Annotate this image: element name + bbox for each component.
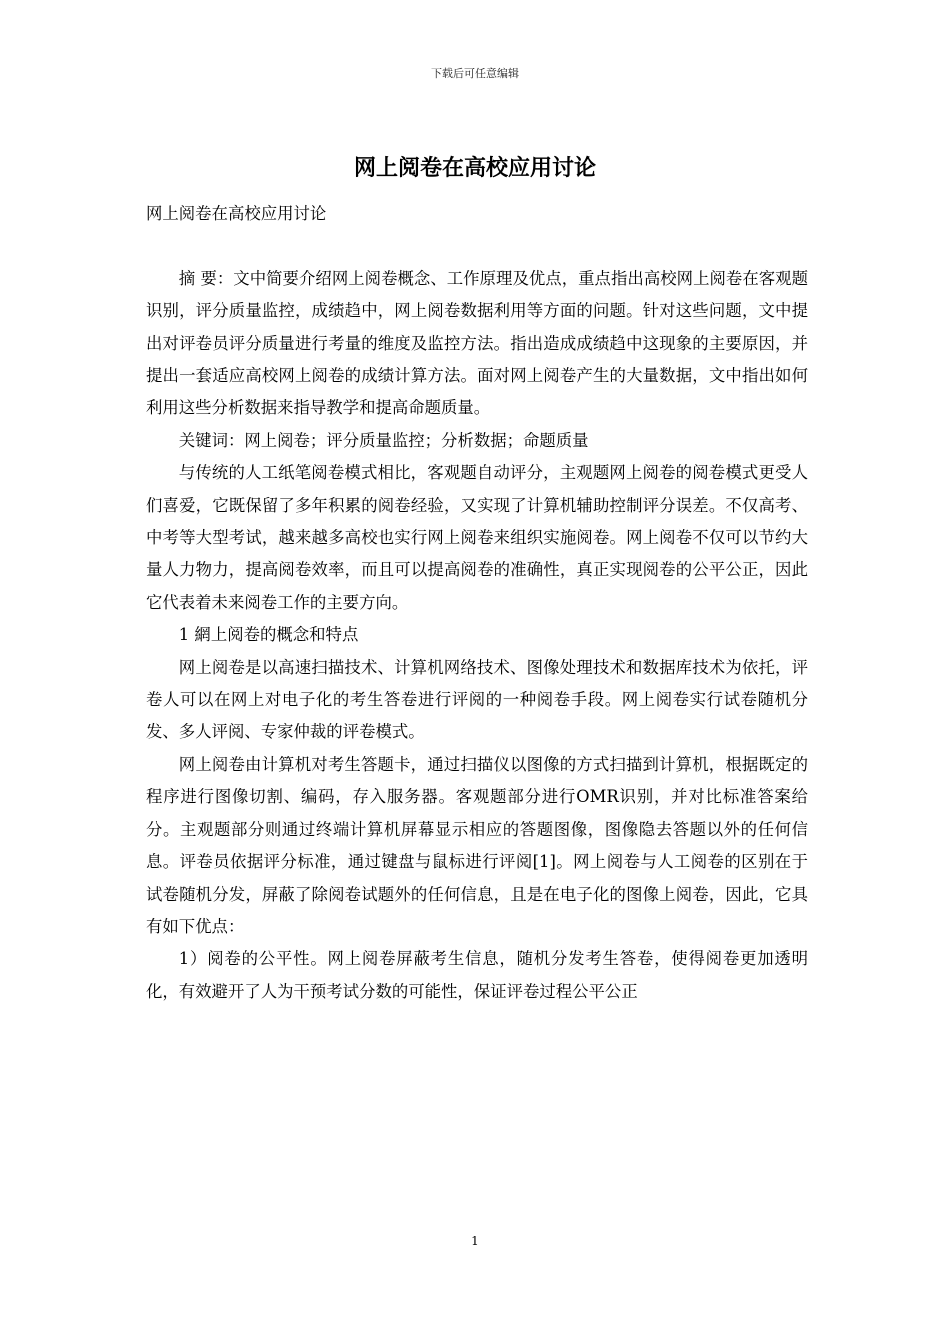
- body-paragraph: 网上阅卷由计算机对考生答题卡，通过扫描仪以图像的方式扫描到计算机，根据既定的程序进行图像切割、编码，存入服务器。客观题部分进行OMR识别，并对比标准答案给分。主观题部分则通过终端计算机屏幕显示相应的答题图像，图像隐去答题以外的任何信息。评卷员依据评分标准，通过键盘与鼠标进行评阅[1]。网上阅卷与人工阅卷的区别在于试卷随机分发，屏蔽了除阅卷试题外的任何信息，且是在电子化的图像上阅卷，因此，它具有如下优点：: [146, 754, 808, 936]
- abstract-paragraph: 摘 要：文中简要介绍网上阅卷概念、工作原理及优点，重点指出高校网上阅卷在客观题识别，评分质量监控，成绩趋中，网上阅卷数据利用等方面的问题。针对这些问题，文中提出对评卷员评分质量进行考量的维度及监控方法。指出造成成绩趋中这现象的主要原因，并提出一套适应高校网上阅卷的成绩计算方法。面对网上阅卷产生的大量数据，文中指出如何利用这些分析数据来指导教学和提高命题质量。: [146, 268, 808, 418]
- keywords-line: 关键词：网上阅卷；评分质量监控；分析数据；命题质量: [178, 430, 589, 450]
- section-heading: 1 網上阅卷的概念和特点: [178, 625, 359, 645]
- page-number: 1: [471, 1234, 479, 1248]
- document-title: 网上阅卷在高校应用讨论: [353, 155, 596, 181]
- list-item-paragraph: 1）阅卷的公平性。网上阅卷屏蔽考生信息，随机分发考生答卷，使得阅卷更加透明化，有效避开了人为干预考试分数的可能性，保证评卷过程公平公正: [146, 949, 808, 1001]
- document-subtitle: 网上阅卷在高校应用讨论: [146, 204, 327, 223]
- body-paragraph: 网上阅卷是以高速扫描技术、计算机网络技术、图像处理技术和数据库技术为依托，评卷人可以在网上对电子化的考生答卷进行评阅的一种阅卷手段。网上阅卷实行试卷随机分发、多人评阅、专家仲裁的评卷模式。: [146, 657, 808, 742]
- page-header-note: 下载后可任意编辑: [431, 67, 519, 80]
- document-body: [146, 198, 808, 1008]
- intro-paragraph: 与传统的人工纸笔阅卷模式相比，客观题自动评分，主观题网上阅卷的阅卷模式更受人们喜爱，它既保留了多年积累的阅卷经验，又实现了计算机辅助控制评分误差。不仅高考、中考等大型考试，越来越多高校也实行网上阅卷来组织实施阅卷。网上阅卷不仅可以节约大量人力物力，提高阅卷效率，而且可以提高阅卷的准确性，真正实现阅卷的公平公正，因此它代表着未来阅卷工作的主要方向。: [146, 463, 808, 612]
